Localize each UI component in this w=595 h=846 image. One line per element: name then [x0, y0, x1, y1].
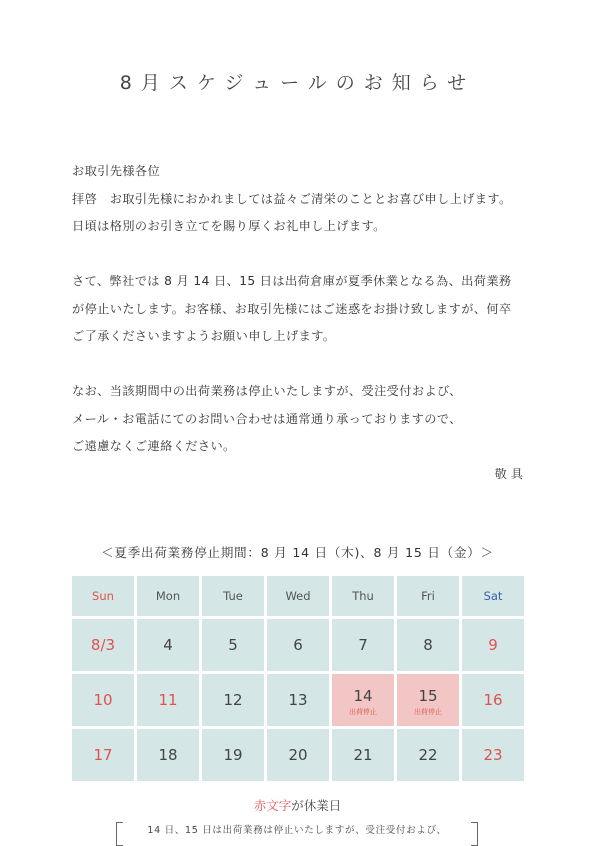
day-cell: 5: [202, 619, 264, 671]
legend-highlight: 赤文字: [253, 798, 292, 813]
day-cell: 18: [137, 729, 199, 781]
addressee: お取引先様各位: [72, 164, 161, 178]
calendar-legend: [0, 796, 595, 814]
day-cell: 12: [202, 674, 264, 726]
weekday-fri: Fri: [397, 576, 459, 616]
day-cell: 4: [137, 619, 199, 671]
greeting-line-1: 拝啓 お取引先様におかれましては益々ご清栄のこととお喜び申し上げます。: [72, 191, 512, 206]
bottom-note: 14 日、15 日は出荷業務は停止いたしますが、受注受付および、: [147, 825, 447, 836]
day-cell: 17: [72, 729, 134, 781]
day-number: 14: [353, 687, 373, 705]
bracket-right: [471, 822, 478, 846]
letter-body: [72, 158, 527, 488]
day-cell: 9: [462, 619, 524, 671]
body2-line-3: ご遠慮なくご連絡ください。: [72, 439, 236, 453]
calendar: [72, 576, 524, 780]
weekday-sat: Sat: [462, 576, 524, 616]
weekday-tue: Tue: [202, 576, 264, 616]
body2-line-1: なお、当該期間中の出荷業務は停止いたしますが、受注受付および、: [72, 384, 462, 398]
weekday-sun: Sun: [72, 576, 134, 616]
greeting-line-2: 日頃は格別のお引き立てを賜り厚くお礼申し上げます。: [72, 219, 386, 233]
body2-line-2: メール・お電話にてのお問い合わせは通常通り承っておりますので、: [72, 411, 462, 426]
body1-line-1: さて、弊社では 8 月 14 日、15 日は出荷倉庫が夏季休業となる為、出荷業務: [72, 274, 512, 288]
day-cell-shipping-stop: [332, 674, 394, 726]
period-heading: ＜夏季出荷業務停止期間：8 月 14 日（木)、8 月 15 日（金）＞: [101, 545, 494, 560]
weekday-thu: Thu: [332, 576, 394, 616]
day-cell: 20: [267, 729, 329, 781]
bracket-left: [116, 822, 123, 846]
body1-line-2: が停止いたします。お客様、お取引先様にはご迷惑をお掛け致しますが、何卒: [72, 301, 512, 316]
day-cell: 22: [397, 729, 459, 781]
closing: 敬具: [494, 466, 527, 481]
weekday-wed: Wed: [267, 576, 329, 616]
day-cell: 21: [332, 729, 394, 781]
day-cell: 11: [137, 674, 199, 726]
day-cell: 10: [72, 674, 134, 726]
day-cell: 23: [462, 729, 524, 781]
day-cell: 19: [202, 729, 264, 781]
page-title: 8月スケジュールのお知らせ: [119, 72, 476, 94]
day-cell: 7: [332, 619, 394, 671]
day-cell: 8/3: [72, 619, 134, 671]
day-cell: 16: [462, 674, 524, 726]
weekday-mon: Mon: [137, 576, 199, 616]
legend-text: が休業日: [291, 798, 342, 813]
day-cell: 8: [397, 619, 459, 671]
shipping-stop-label: 出荷停止: [414, 708, 442, 716]
day-number: 15: [418, 687, 438, 705]
shipping-stop-label: 出荷停止: [349, 708, 377, 716]
day-cell: 6: [267, 619, 329, 671]
body1-line-3: ご了承くださいますようお願い申し上げます。: [72, 329, 336, 343]
day-cell: 13: [267, 674, 329, 726]
day-cell-shipping-stop: [397, 674, 459, 726]
bottom-note-box: [116, 822, 478, 844]
